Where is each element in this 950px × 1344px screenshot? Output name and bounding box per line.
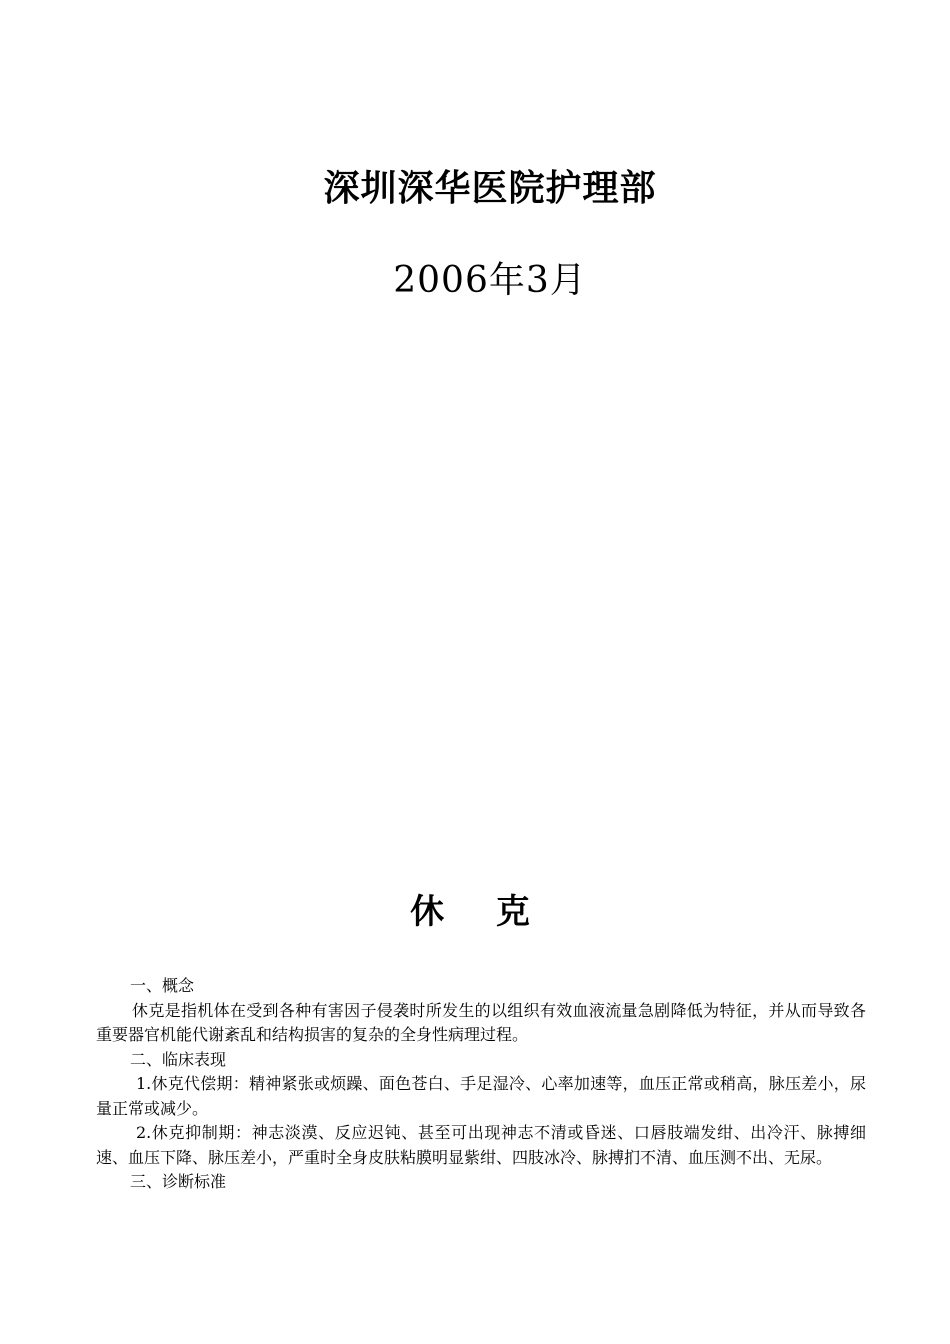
cover-organization: 深圳深华医院护理部 <box>323 167 657 209</box>
clinical-paragraph-inhibited: 2.休克抑制期：神志淡漠、反应迟钝、甚至可出现神志不清或昏迷、口唇肢端发绀、出冷汗、脉搏细速、血压下降、脉压差小，严重时全身皮肤粘膜明显紫绀、四肢冰冷、脉搏扪不清、血压测不出、无尿。 <box>96 1123 866 1167</box>
document-title: 休 克 <box>410 892 550 932</box>
concept-paragraph: 休克是指机体在受到各种有害因子侵袭时所发生的以组织有效血液流量急剧降低为特征，并从而导致各重要器官机能代谢紊乱和结构损害的复杂的全身性病理过程。 <box>96 1000 866 1044</box>
document-body <box>96 974 866 1195</box>
cover-date: 2006年3月 <box>393 260 587 301</box>
clinical-paragraph-compensated: 1.休克代偿期：精神紧张或烦躁、面色苍白、手足湿冷、心率加速等，血压正常或稍高，脉压差小，尿量正常或减少。 <box>96 1074 866 1118</box>
section-heading-diagnosis: 三、诊断标准 <box>130 1172 227 1191</box>
section-heading-clinical: 二、临床表现 <box>130 1049 227 1069</box>
section-heading-concept: 一、概念 <box>130 976 195 995</box>
